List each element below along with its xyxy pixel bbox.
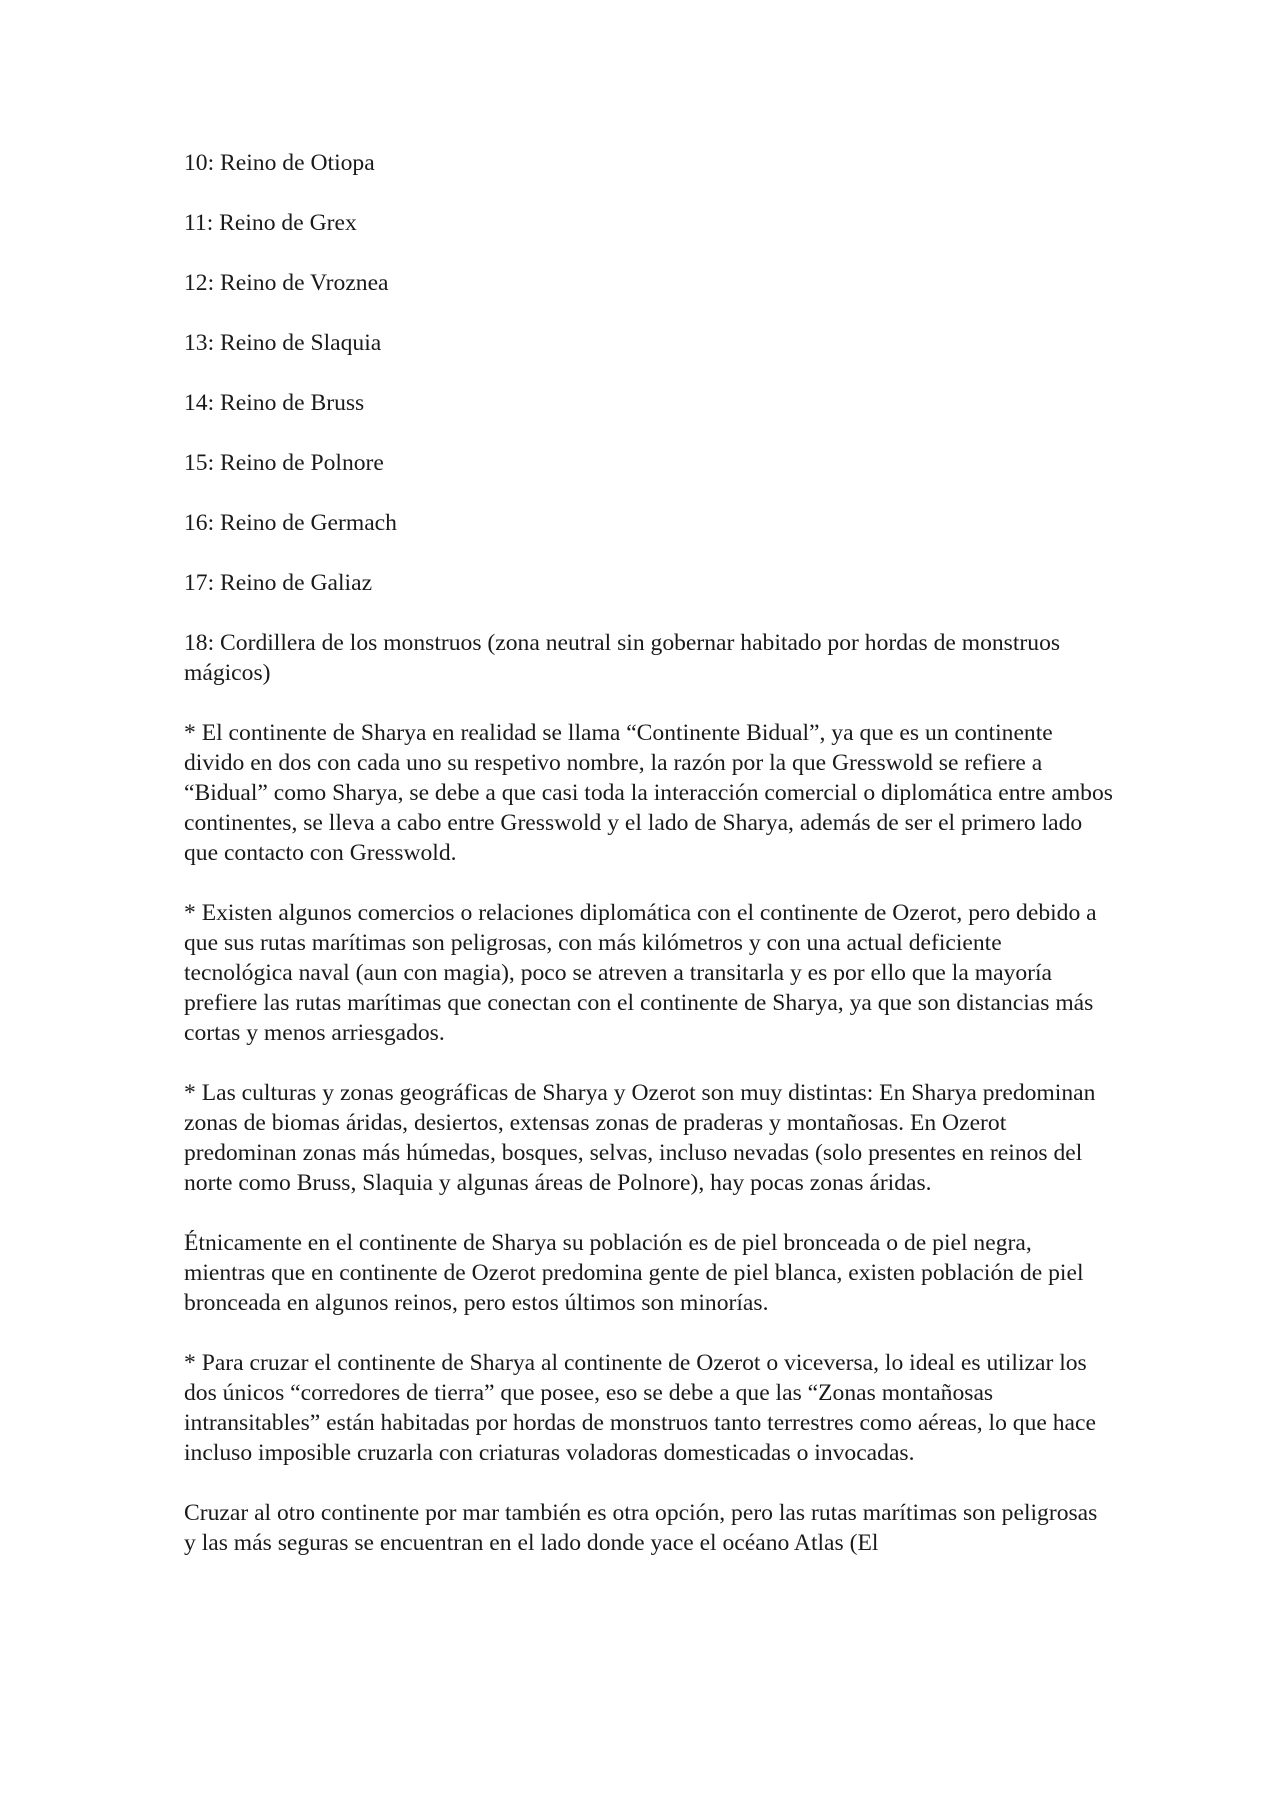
list-item-16: 16: Reino de Germach [184, 510, 397, 536]
paragraph-comercio-ozerot: * Existen algunos comercios o relaciones diplomática con el continente de Ozerot, pero debido a que sus rutas marítimas son peligrosas, con más kilómetros y con una actual deficiente tecnológica naval (aun con magia), poco se atreven a transitarla y es por ello que la mayoría prefiere las rutas marítimas que conectan con el continente de Sharya, ya que son distancias más cortas y menos arriesgados. [184, 900, 1097, 1046]
paragraph-etnicamente: Étnicamente en el continente de Sharya su población es de piel bronceada o de piel negra, mientras que en continente de Ozerot predomina gente de piel blanca, existen población de piel bronceada en algunos reinos, pero estos últimos son minorías. [184, 1230, 1084, 1316]
paragraph-culturas-zonas: * Las culturas y zonas geográficas de Sharya y Ozerot son muy distintas: En Sharya predominan zonas de biomas áridas, desiertos, extensas zonas de praderas y montañosas. En Ozerot predominan zonas más húmedas, bosques, selvas, incluso nevadas (solo presentes en reinos del norte como Bruss, Slaquia y algunas áreas de Polnore), hay pocas zonas áridas. [184, 1080, 1096, 1196]
list-item-17: 17: Reino de Galiaz [184, 570, 373, 596]
list-item-14: 14: Reino de Bruss [184, 390, 365, 416]
list-item-13: 13: Reino de Slaquia [184, 330, 382, 356]
list-item-11: 11: Reino de Grex [184, 210, 357, 236]
paragraph-cruzar-corredores: * Para cruzar el continente de Sharya al continente de Ozerot o viceversa, lo ideal es utilizar los dos únicos “corredores de tierra” que posee, eso se debe a que las “Zonas montañosas intransitables” están habitadas por hordas de monstruos tanto terrestres como aéreas, lo que hace incluso imposible cruzarla con criaturas voladoras domesticadas o invocadas. [184, 1350, 1096, 1466]
list-item-15: 15: Reino de Polnore [184, 450, 384, 476]
paragraph-cruzar-por-mar: Cruzar al otro continente por mar también es otra opción, pero las rutas marítimas son peligrosas y las más seguras se encuentran en el lado donde yace el océano Atlas (El [184, 1500, 1098, 1556]
paragraph-continente-bidual: * El continente de Sharya en realidad se llama “Continente Bidual”, ya que es un continente divido en dos con cada uno su respetivo nombre, la razón por la que Gresswold se refiere a “Bidual” como Sharya, se debe a que casi toda la interacción comercial o diplomática entre ambos continentes, se lleva a cabo entre Gresswold y el lado de Sharya, además de ser el primero lado que contacto con Gresswold. [184, 720, 1113, 866]
document-body [184, 148, 1114, 1588]
list-item-12: 12: Reino de Vroznea [184, 270, 389, 296]
list-item-10: 10: Reino de Otiopa [184, 150, 375, 176]
list-item-18: 18: Cordillera de los monstruos (zona neutral sin gobernar habitado por hordas de monstruos mágicos) [184, 630, 1061, 686]
